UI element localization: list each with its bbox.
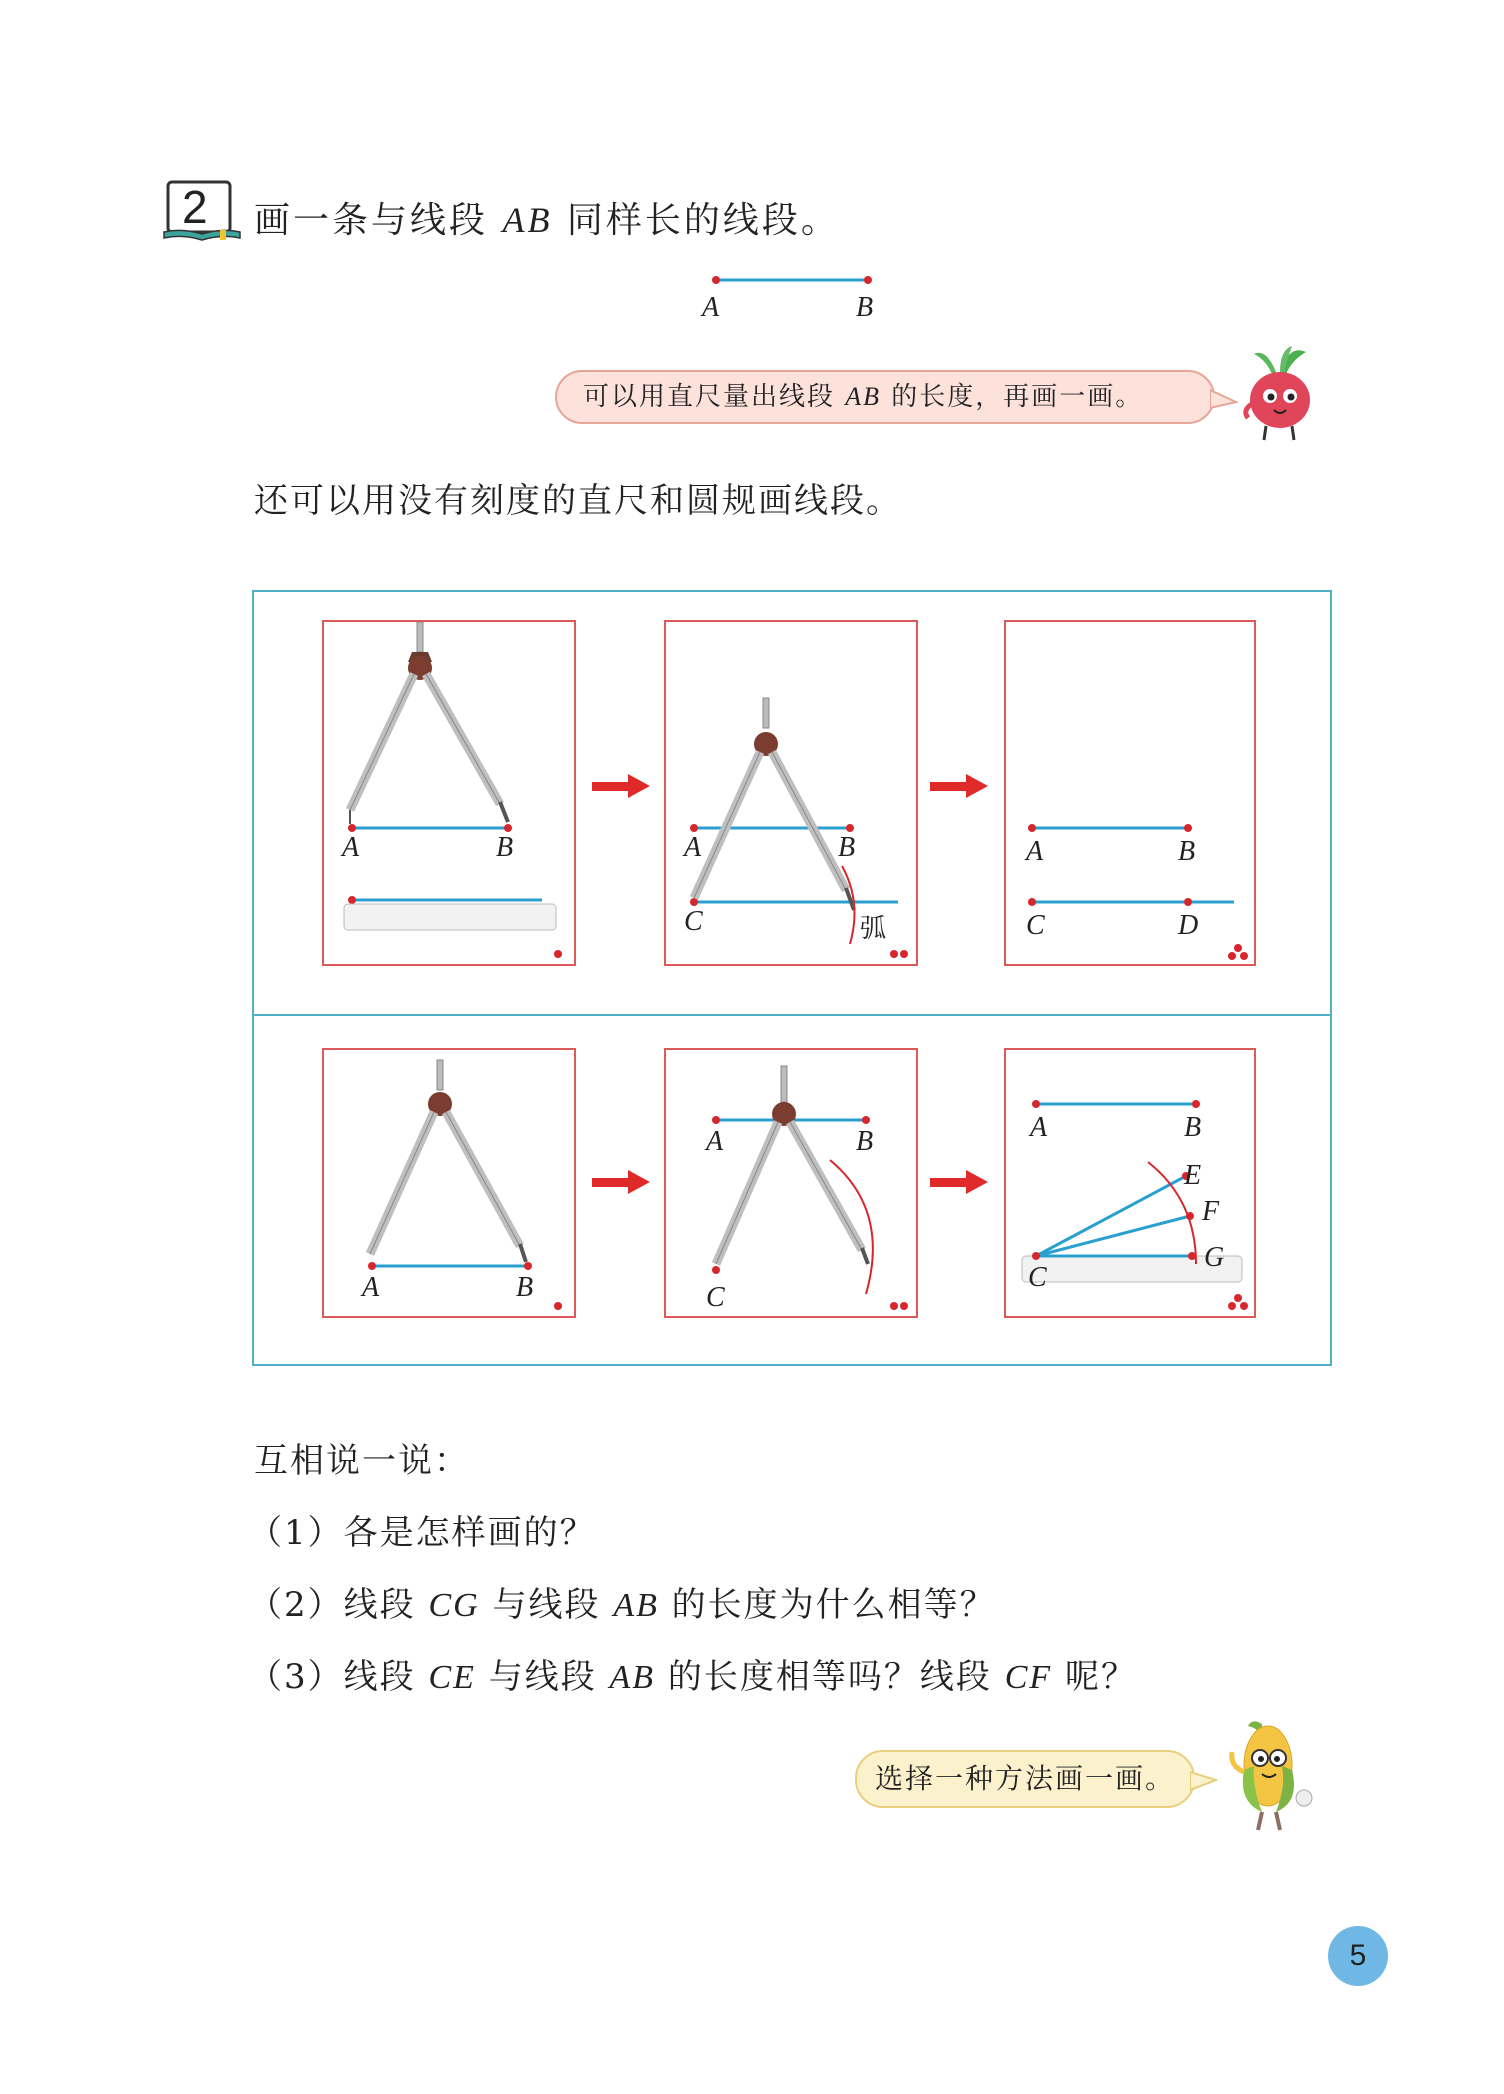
hint-text: 可以用直尺量出线段 [583, 382, 846, 412]
point-label-b: B [1178, 836, 1196, 867]
question-2 [248, 1585, 996, 1625]
hint-speech-bubble [555, 370, 1215, 424]
point-label-c: C [1028, 1262, 1047, 1293]
point-label-e: E [1184, 1160, 1202, 1191]
row1-step3-panel [1004, 620, 1256, 966]
point-label-a: A [706, 1126, 724, 1157]
question-text: 各是怎样画的？ [343, 1513, 596, 1553]
compass-icon [716, 1066, 868, 1264]
given-segment-ab [700, 270, 880, 330]
instruction-segment-name: AB [502, 200, 553, 240]
corn-mascot-icon [1222, 1716, 1322, 1836]
question-number: （1） [248, 1513, 344, 1553]
row-divider [254, 1014, 1330, 1016]
instruction-text-end: 同样长的线段。 [552, 200, 840, 241]
point-label-g: G [1204, 1242, 1225, 1273]
compass-icon [694, 698, 854, 910]
bubble-tail [1190, 1766, 1220, 1796]
question-3 [248, 1657, 1137, 1697]
problem-number-book-icon [162, 178, 242, 244]
arrow-right-icon [592, 1170, 652, 1194]
point-label-c: C [706, 1282, 725, 1313]
segment-name: CF [1004, 1659, 1053, 1696]
segment-name: CE [428, 1659, 476, 1696]
point-label-a: A [684, 832, 702, 863]
row2-step1-panel [322, 1048, 576, 1318]
question-text: 的长度为什么相等？ [658, 1585, 996, 1625]
question-text: 线段 [343, 1585, 429, 1625]
row1-step1-panel [322, 620, 576, 966]
point-label-a: A [1026, 836, 1044, 867]
question-number: （2） [248, 1585, 344, 1625]
question-number: （3） [248, 1657, 344, 1697]
problem-number: 2 [182, 181, 208, 233]
question-1 [248, 1513, 596, 1553]
segment-name: AB [613, 1587, 659, 1624]
question-text: 呢？ [1052, 1657, 1137, 1697]
point-label-a: A [362, 1272, 380, 1303]
point-label-a: A [702, 292, 720, 323]
point-label-b: B [856, 292, 874, 323]
point-label-b: B [856, 1126, 874, 1157]
row2-step3-panel [1004, 1048, 1256, 1318]
page-number-badge: 5 [1328, 1926, 1388, 1986]
point-label-b: B [516, 1272, 534, 1303]
arc-label: 弧 [860, 914, 887, 944]
choose-speech-bubble: 选择一种方法画一画。 [855, 1750, 1195, 1808]
arrow-right-icon [930, 774, 990, 798]
hint-text-end: 的长度，再画一画。 [881, 382, 1144, 412]
question-text: 与线段 [475, 1657, 610, 1697]
point-label-a: A [342, 832, 360, 863]
compass-icon [370, 1060, 526, 1262]
point-label-b: B [1184, 1112, 1202, 1143]
point-label-b: B [496, 832, 514, 863]
instruction-text: 画一条与线段 [254, 200, 503, 241]
radish-mascot-icon [1236, 344, 1326, 444]
point-label-c: C [1026, 910, 1045, 941]
method-text: 还可以用没有刻度的直尺和圆规画线段。 [254, 481, 902, 521]
point-label-f: F [1202, 1196, 1220, 1227]
arrow-right-icon [592, 774, 652, 798]
segment-name: CG [428, 1587, 480, 1624]
question-text: 的长度相等吗？线段 [655, 1657, 1005, 1697]
hint-segment-name: AB [845, 382, 882, 411]
row2-step2-panel [664, 1048, 918, 1318]
point-label-d: D [1178, 910, 1199, 941]
point-label-b: B [838, 832, 856, 863]
step-marker-1 [554, 950, 562, 958]
row1-step2-panel [664, 620, 918, 966]
ruler-icon [344, 896, 556, 930]
question-text: 与线段 [479, 1585, 614, 1625]
question-text: 线段 [343, 1657, 429, 1697]
compass-icon [350, 622, 508, 824]
problem-instruction [254, 192, 840, 243]
point-label-c: C [684, 906, 703, 937]
discussion-title: 互相说一说： [254, 1441, 470, 1481]
point-label-a: A [1030, 1112, 1048, 1143]
segment-name: AB [609, 1659, 656, 1696]
arrow-right-icon [930, 1170, 990, 1194]
